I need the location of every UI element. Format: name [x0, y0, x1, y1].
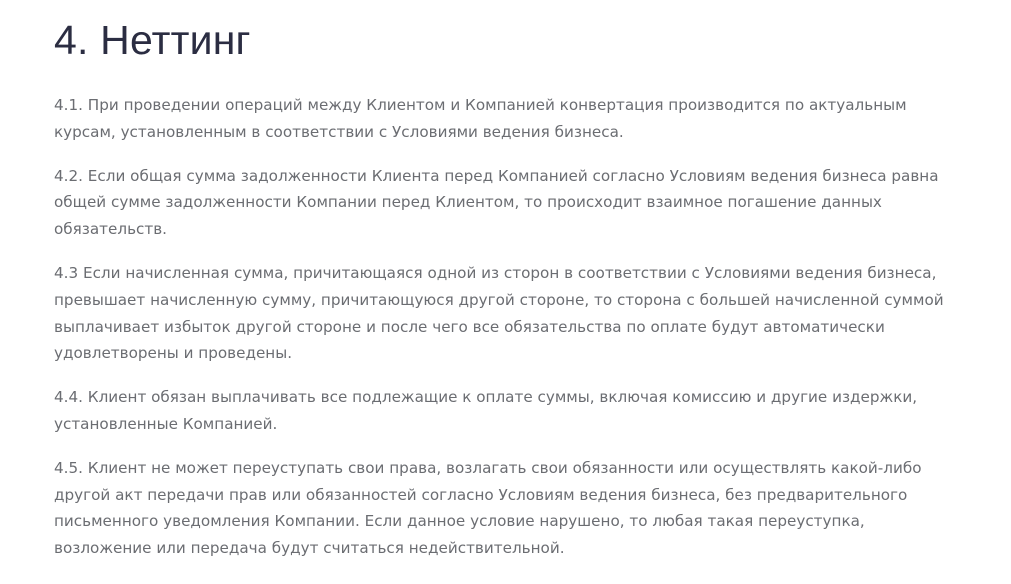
clause-4-5	[54, 455, 994, 562]
document-page	[54, 12, 994, 562]
section-body	[54, 92, 994, 562]
clause-line: выплачивает избыток другой стороне и после чего все обязательства по оплате будут автоматически	[54, 317, 885, 336]
clause-4-1	[54, 92, 994, 146]
clause-line: 4.2. Если общая сумма задолженности Клиента перед Компанией согласно Условиям ведения бизнеса равна	[54, 166, 939, 185]
clause-line: письменного уведомления Компании. Если данное условие нарушено, то любая такая переуступка,	[54, 512, 865, 531]
clause-line: 4.3 Если начисленная сумма, причитающаяся одной из сторон в соответствии с Условиями ведения бизнеса,	[54, 263, 937, 282]
clause-line: превышает начисленную сумму, причитающуюся другой стороне, то сторона с большей начисленной суммой	[54, 290, 944, 309]
clause-line: другой акт передачи прав или обязанностей согласно Условиям ведения бизнеса, без предварительного	[54, 485, 908, 504]
clause-line: курсам, установленным в соответствии с Условиями ведения бизнеса.	[54, 122, 624, 141]
clause-4-3	[54, 260, 994, 367]
clause-line: 4.5. Клиент не может переуступать свои права, возлагать свои обязанности или осуществлять какой-либо	[54, 458, 922, 477]
clause-line: удовлетворены и проведены.	[54, 344, 293, 363]
clause-4-2	[54, 163, 994, 243]
clause-line: обязательств.	[54, 220, 168, 239]
clause-line: 4.4. Клиент обязан выплачивать все подлежащие к оплате суммы, включая комиссию и другие издержки,	[54, 388, 918, 407]
section-title: 4. Неттинг	[54, 17, 251, 63]
clause-line: 4.1. При проведении операций между Клиентом и Компанией конвертация производится по актуальным	[54, 96, 907, 114]
clause-line: возложение или передача будут считаться недействительной.	[54, 539, 565, 558]
clause-line: установленные Компанией.	[54, 414, 278, 433]
clause-line: общей сумме задолженности Компании перед Клиентом, то происходит взаимное погашение данных	[54, 193, 882, 212]
clause-4-4	[54, 384, 994, 438]
